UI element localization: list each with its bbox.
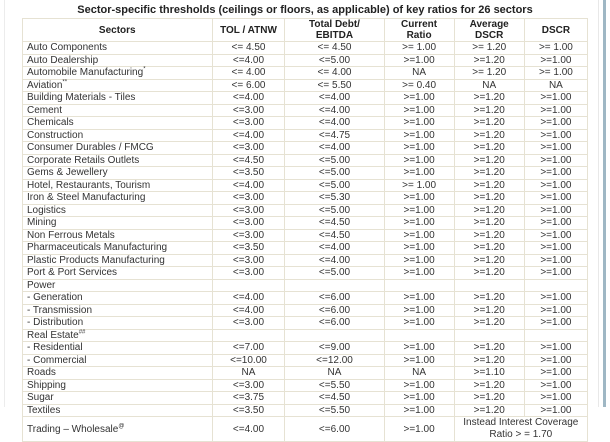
dscr-cell: >= 1.00 — [524, 42, 587, 55]
table-row — [23, 229, 588, 242]
current-ratio-cell: >=1.00 — [384, 342, 454, 355]
sector-name: Power — [27, 279, 56, 291]
dscr-cell: >=1.00 — [524, 142, 587, 155]
average-dscr-cell: >=1.20 — [454, 292, 524, 305]
debt-ebitda-cell: <=5.00 — [285, 204, 384, 217]
average-dscr-cell: >=1.20 — [454, 117, 524, 130]
tol-atnw-cell: <=4.50 — [212, 154, 285, 167]
table-row — [23, 279, 588, 292]
debt-ebitda-cell: <= 5.50 — [285, 79, 384, 92]
table-row — [23, 104, 588, 117]
tol-atnw-cell: <=4.00 — [212, 417, 285, 442]
sector-name: Non Ferrous Metals — [27, 229, 115, 241]
debt-ebitda-cell: <=4.50 — [285, 229, 384, 242]
sector-cell — [23, 404, 213, 417]
current-ratio-cell: >=1.00 — [384, 217, 454, 230]
table-row — [23, 92, 588, 105]
table-row — [23, 392, 588, 405]
current-ratio-cell: >=1.00 — [384, 129, 454, 142]
sector-cell — [23, 92, 213, 105]
table-row — [23, 117, 588, 130]
average-dscr-cell: >=1.20 — [454, 142, 524, 155]
average-dscr-cell: >=1.20 — [454, 242, 524, 255]
current-ratio-cell — [384, 329, 454, 342]
average-dscr-cell: >=1.20 — [454, 354, 524, 367]
current-ratio-cell: >=1.00 — [384, 417, 454, 442]
average-dscr-cell: >=1.20 — [454, 92, 524, 105]
sector-cell — [23, 317, 213, 330]
tol-atnw-cell: <=4.00 — [212, 92, 285, 105]
average-dscr-cell: >=1.20 — [454, 54, 524, 67]
debt-ebitda-cell: <=5.00 — [285, 54, 384, 67]
debt-ebitda-cell: <=5.00 — [285, 167, 384, 180]
dscr-cell — [524, 329, 587, 342]
dscr-cell: >=1.00 — [524, 304, 587, 317]
sector-name: Cement — [27, 104, 63, 116]
table-row — [23, 79, 588, 92]
average-dscr-cell: >=1.20 — [454, 217, 524, 230]
dscr-cell: NA — [524, 79, 587, 92]
table-row — [23, 292, 588, 305]
average-dscr-cell: >=1.20 — [454, 204, 524, 217]
sector-name: Mining — [27, 217, 57, 229]
table-title: Sector-specific thresholds (ceilings or floors, as applicable) of key ratios for 26 sectors — [77, 4, 533, 16]
dscr-cell: >=1.00 — [524, 129, 587, 142]
table-row — [23, 217, 588, 230]
tol-atnw-cell: <=3.00 — [212, 229, 285, 242]
page-border-right — [598, 0, 599, 407]
debt-ebitda-cell — [285, 329, 384, 342]
tol-atnw-cell: <=3.50 — [212, 242, 285, 255]
tol-atnw-cell: <=3.00 — [212, 217, 285, 230]
sector-cell — [23, 254, 213, 267]
footnote-marker: * — [143, 66, 146, 73]
table-row-trading-wholesale — [23, 417, 588, 442]
sector-cell — [23, 67, 213, 80]
tol-atnw-cell: <=7.00 — [212, 342, 285, 355]
debt-ebitda-cell: NA — [285, 367, 384, 380]
dscr-cell: >=1.00 — [524, 229, 587, 242]
dscr-cell: >=1.00 — [524, 342, 587, 355]
dscr-cell: >=1.00 — [524, 92, 587, 105]
sector-name: Building Materials - Tiles — [27, 92, 136, 104]
sector-name: - Distribution — [27, 317, 84, 329]
sector-cell — [23, 179, 213, 192]
tol-atnw-cell: <= 4.50 — [212, 42, 285, 55]
scrollbar-edge — [603, 0, 606, 407]
debt-ebitda-cell: <=4.50 — [285, 392, 384, 405]
sector-name: Sugar — [27, 392, 54, 404]
debt-ebitda-cell: <=4.00 — [285, 92, 384, 105]
average-dscr-cell: >=1.20 — [454, 167, 524, 180]
tol-atnw-cell: <=3.50 — [212, 167, 285, 180]
tol-atnw-cell: <=3.00 — [212, 267, 285, 280]
table-row — [23, 42, 588, 55]
tol-atnw-cell — [212, 279, 285, 292]
debt-ebitda-cell: <=5.00 — [285, 179, 384, 192]
sector-name: Aviation — [27, 79, 63, 91]
sector-cell — [23, 104, 213, 117]
sector-name: Roads — [27, 367, 56, 379]
current-ratio-cell: >= 0.40 — [384, 79, 454, 92]
average-dscr-cell — [454, 329, 524, 342]
sector-name: Hotel, Restaurants, Tourism — [27, 179, 151, 191]
average-dscr-cell: >=1.20 — [454, 392, 524, 405]
current-ratio-cell: >=1.00 — [384, 154, 454, 167]
dscr-cell — [524, 279, 587, 292]
sector-name: Consumer Durables / FMCG — [27, 142, 154, 154]
sector-name: Shipping — [27, 379, 66, 391]
header-dscr: DSCR — [524, 19, 587, 42]
table-row — [23, 404, 588, 417]
current-ratio-cell: >=1.00 — [384, 54, 454, 67]
debt-ebitda-cell: <=5.50 — [285, 379, 384, 392]
average-dscr-cell: >=1.20 — [454, 154, 524, 167]
tol-atnw-cell: <=3.00 — [212, 204, 285, 217]
tol-atnw-cell: <=4.00 — [212, 54, 285, 67]
debt-ebitda-cell: <=5.00 — [285, 154, 384, 167]
debt-ebitda-cell: <=4.00 — [285, 117, 384, 130]
dscr-cell: >=1.00 — [524, 379, 587, 392]
table-row — [23, 304, 588, 317]
sector-name: Trading – Wholesale — [27, 423, 119, 435]
sector-name: Construction — [27, 129, 84, 141]
table-row — [23, 179, 588, 192]
current-ratio-cell: >= 1.00 — [384, 42, 454, 55]
dscr-cell: >=1.00 — [524, 367, 587, 380]
average-dscr-cell: >=1.20 — [454, 179, 524, 192]
debt-ebitda-cell: <=4.00 — [285, 242, 384, 255]
sector-name: Automobile Manufacturing — [27, 67, 144, 79]
sector-cell — [23, 217, 213, 230]
debt-ebitda-cell: <=5.00 — [285, 267, 384, 280]
debt-ebitda-cell: <=6.00 — [285, 304, 384, 317]
table-row — [23, 67, 588, 80]
sector-cell — [23, 242, 213, 255]
page-border-left — [4, 0, 5, 407]
current-ratio-cell: >=1.00 — [384, 304, 454, 317]
sector-name: Auto Dealership — [27, 54, 99, 66]
tol-atnw-cell: <=3.00 — [212, 379, 285, 392]
average-dscr-cell: >= 1.20 — [454, 67, 524, 80]
debt-ebitda-cell: <= 4.50 — [285, 42, 384, 55]
current-ratio-cell: >= 1.00 — [384, 179, 454, 192]
dscr-cell: >=1.00 — [524, 117, 587, 130]
sector-name: Textiles — [27, 404, 61, 416]
debt-ebitda-cell: <=6.00 — [285, 417, 384, 442]
sector-cell — [23, 229, 213, 242]
debt-ebitda-cell: <=6.00 — [285, 292, 384, 305]
debt-ebitda-cell: <= 4.00 — [285, 67, 384, 80]
sector-cell — [23, 129, 213, 142]
sector-name: Corporate Retails Outlets — [27, 154, 140, 166]
sector-cell — [23, 54, 213, 67]
table-header-row — [23, 19, 588, 42]
table-row — [23, 267, 588, 280]
dscr-cell: >=1.00 — [524, 254, 587, 267]
debt-ebitda-cell: <=12.00 — [285, 354, 384, 367]
current-ratio-cell: NA — [384, 67, 454, 80]
sector-cell — [23, 342, 213, 355]
tol-atnw-cell: <=3.00 — [212, 104, 285, 117]
table-row — [23, 329, 588, 342]
sector-name: - Transmission — [27, 304, 93, 316]
sector-cell — [23, 267, 213, 280]
current-ratio-cell: >=1.00 — [384, 192, 454, 205]
table-row — [23, 254, 588, 267]
average-dscr-cell — [454, 279, 524, 292]
dscr-cell: >=1.00 — [524, 392, 587, 405]
sector-cell — [23, 304, 213, 317]
average-dscr-cell: >=1.20 — [454, 404, 524, 417]
tol-atnw-cell — [212, 329, 285, 342]
average-dscr-cell: >=1.20 — [454, 129, 524, 142]
table-row — [23, 242, 588, 255]
average-dscr-cell: >=1.20 — [454, 342, 524, 355]
debt-ebitda-cell: <=4.50 — [285, 217, 384, 230]
footnote-marker: @ — [118, 423, 125, 430]
tol-atnw-cell: <=10.00 — [212, 354, 285, 367]
tol-atnw-cell: <=3.50 — [212, 404, 285, 417]
table-row — [23, 167, 588, 180]
tol-atnw-cell: NA — [212, 367, 285, 380]
sector-cell — [23, 392, 213, 405]
average-dscr-cell: >=1.20 — [454, 192, 524, 205]
dscr-cell: >=1.00 — [524, 217, 587, 230]
average-dscr-cell: >=1.20 — [454, 317, 524, 330]
header-tol-atnw: TOL / ATNW — [212, 19, 285, 42]
table-row — [23, 192, 588, 205]
sector-name: Auto Components — [27, 42, 108, 54]
debt-ebitda-cell: <=5.30 — [285, 192, 384, 205]
current-ratio-cell: >=1.00 — [384, 167, 454, 180]
dscr-cell: >=1.00 — [524, 154, 587, 167]
average-dscr-cell: >=1.20 — [454, 229, 524, 242]
debt-ebitda-cell: <=6.00 — [285, 317, 384, 330]
debt-ebitda-cell: <=4.00 — [285, 254, 384, 267]
tol-atnw-cell: <=4.00 — [212, 179, 285, 192]
tol-atnw-cell: <=3.75 — [212, 392, 285, 405]
current-ratio-cell: >=1.00 — [384, 242, 454, 255]
debt-ebitda-cell: <=4.00 — [285, 142, 384, 155]
current-ratio-cell: >=1.00 — [384, 229, 454, 242]
current-ratio-cell — [384, 279, 454, 292]
current-ratio-cell: >=1.00 — [384, 379, 454, 392]
debt-ebitda-cell: <=5.50 — [285, 404, 384, 417]
sector-cell — [23, 292, 213, 305]
sector-name: - Residential — [27, 342, 83, 354]
sector-cell — [23, 154, 213, 167]
average-dscr-cell: >= 1.20 — [454, 42, 524, 55]
current-ratio-cell: >=1.00 — [384, 104, 454, 117]
table-row — [23, 54, 588, 67]
dscr-cell: >=1.00 — [524, 179, 587, 192]
footnote-marker: ## — [78, 329, 86, 336]
current-ratio-cell: >=1.00 — [384, 117, 454, 130]
dscr-cell: >=1.00 — [524, 404, 587, 417]
table-row — [23, 354, 588, 367]
sector-cell — [23, 117, 213, 130]
sector-name: Iron & Steel Manufacturing — [27, 192, 146, 204]
dscr-cell: >=1.00 — [524, 54, 587, 67]
header-average-dscr: Average DSCR — [454, 19, 524, 42]
current-ratio-cell: >=1.00 — [384, 142, 454, 155]
average-dscr-cell: >=1.20 — [454, 304, 524, 317]
current-ratio-cell: >=1.00 — [384, 354, 454, 367]
average-dscr-cell: >=1.20 — [454, 104, 524, 117]
tol-atnw-cell: <=3.00 — [212, 117, 285, 130]
tol-atnw-cell: <=3.00 — [212, 192, 285, 205]
dscr-cell: >= 1.00 — [524, 67, 587, 80]
table-row — [23, 379, 588, 392]
current-ratio-cell: >=1.00 — [384, 317, 454, 330]
sector-name: Gems & Jewellery — [27, 167, 108, 179]
current-ratio-cell: >=1.00 — [384, 204, 454, 217]
sector-name: - Commercial — [27, 354, 87, 366]
current-ratio-cell: >=1.00 — [384, 92, 454, 105]
sector-cell — [23, 79, 213, 92]
sector-name: Port & Port Services — [27, 267, 118, 279]
sector-name: Chemicals — [27, 117, 74, 129]
table-row — [23, 154, 588, 167]
debt-ebitda-cell: <=9.00 — [285, 342, 384, 355]
sector-name: Pharmaceuticals Manufacturing — [27, 242, 168, 254]
table-row — [23, 317, 588, 330]
debt-ebitda-cell — [285, 279, 384, 292]
current-ratio-cell: >=1.00 — [384, 404, 454, 417]
average-dscr-cell: >=1.20 — [454, 254, 524, 267]
dscr-cell: >=1.00 — [524, 267, 587, 280]
sector-cell — [23, 354, 213, 367]
current-ratio-cell: >=1.00 — [384, 254, 454, 267]
tol-atnw-cell: <=4.00 — [212, 129, 285, 142]
tol-atnw-cell: <=4.00 — [212, 304, 285, 317]
dscr-cell: >=1.00 — [524, 354, 587, 367]
current-ratio-cell: >=1.00 — [384, 392, 454, 405]
dscr-cell: >=1.00 — [524, 292, 587, 305]
current-ratio-cell: NA — [384, 367, 454, 380]
dscr-cell: >=1.00 — [524, 317, 587, 330]
table-row — [23, 367, 588, 380]
table-row — [23, 342, 588, 355]
debt-ebitda-cell: <=4.75 — [285, 129, 384, 142]
average-dscr-cell: NA — [454, 79, 524, 92]
header-sectors: Sectors — [23, 19, 213, 42]
sector-name: Logistics — [27, 204, 66, 216]
table-row — [23, 204, 588, 217]
sector-cell — [23, 367, 213, 380]
sector-cell — [23, 379, 213, 392]
sector-cell — [23, 167, 213, 180]
dscr-cell: >=1.00 — [524, 204, 587, 217]
dscr-cell: >=1.00 — [524, 167, 587, 180]
sector-cell — [23, 279, 213, 292]
table-row — [23, 142, 588, 155]
footnote-marker: ** — [62, 79, 68, 86]
tol-atnw-cell: <=4.00 — [212, 292, 285, 305]
header-current-ratio: Current Ratio — [384, 19, 454, 42]
sector-cell — [23, 192, 213, 205]
current-ratio-cell: >=1.00 — [384, 292, 454, 305]
tol-atnw-cell: <= 4.00 — [212, 67, 285, 80]
sector-cell — [23, 329, 213, 342]
average-dscr-cell: >=1.20 — [454, 379, 524, 392]
sector-cell — [23, 204, 213, 217]
sector-cell — [23, 142, 213, 155]
sector-cell — [23, 417, 213, 442]
sector-name: - Generation — [27, 292, 83, 304]
dscr-cell: >=1.00 — [524, 192, 587, 205]
interest-coverage-note: Instead Interest Coverage Ratio > = 1.70 — [454, 417, 587, 442]
thresholds-table — [22, 18, 588, 442]
sector-name: Real Estate — [27, 329, 79, 341]
tol-atnw-cell: <=3.00 — [212, 142, 285, 155]
average-dscr-cell: >=1.10 — [454, 367, 524, 380]
tol-atnw-cell: <=3.00 — [212, 254, 285, 267]
sector-cell — [23, 42, 213, 55]
tol-atnw-cell: <=3.00 — [212, 317, 285, 330]
debt-ebitda-cell: <=4.00 — [285, 104, 384, 117]
average-dscr-cell: >=1.20 — [454, 267, 524, 280]
sector-name: Plastic Products Manufacturing — [27, 254, 165, 266]
header-debt-ebitda: Total Debt/ EBITDA — [285, 19, 384, 42]
table-row — [23, 129, 588, 142]
current-ratio-cell: >=1.00 — [384, 267, 454, 280]
dscr-cell: >=1.00 — [524, 104, 587, 117]
tol-atnw-cell: <= 6.00 — [212, 79, 285, 92]
dscr-cell: >=1.00 — [524, 242, 587, 255]
